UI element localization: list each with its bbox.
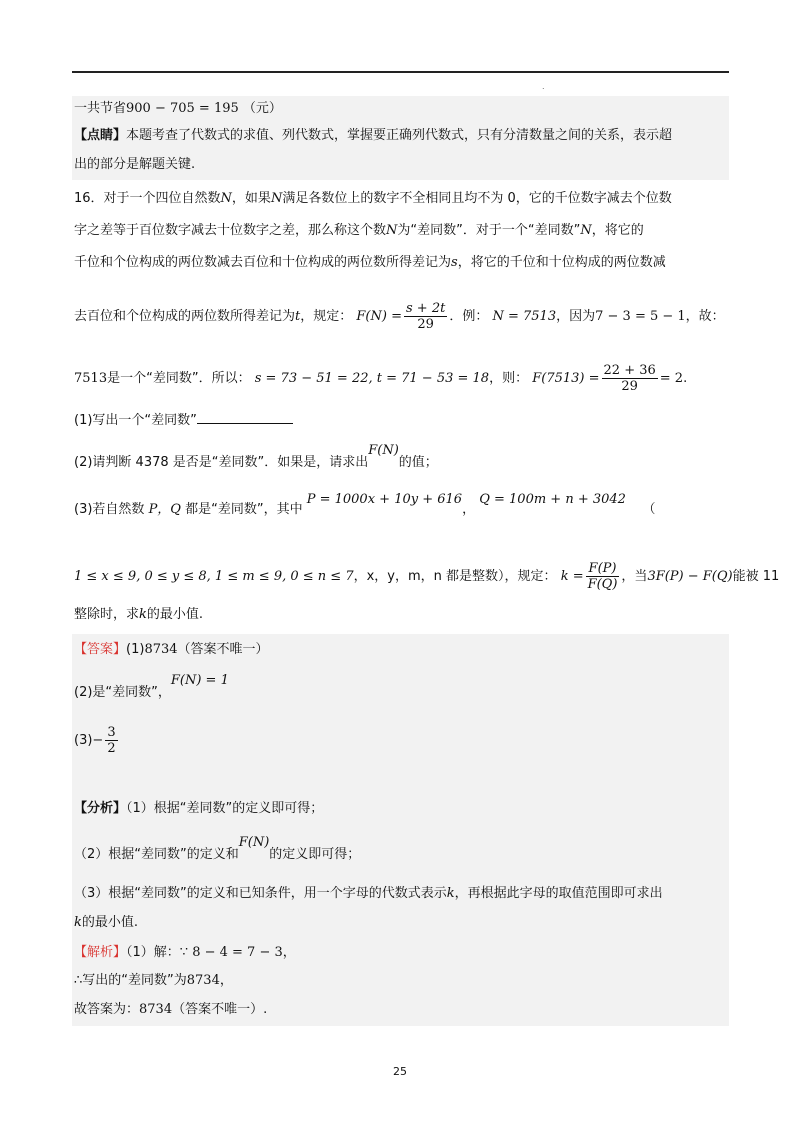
analysis-4: k的最小值.	[74, 915, 139, 930]
answer-2: (2)是“差同数”，F(N) = 1	[74, 673, 229, 700]
problem-line-5: 7513是一个“差同数”．所以： s = 73 − 51 = 22, t = 71 − 53 = 18，则： F(7513) = $\frac{22 + 36}{29}$ = 2.	[74, 363, 688, 394]
solution-tag: 【解析】	[74, 945, 127, 960]
analysis-tag: 【分析】	[74, 801, 127, 816]
solution-2: ∴写出的“差同数”为8734，	[74, 973, 233, 988]
question-3-line-1: (3)若自然数 P，Q 都是“差同数”，其中 P = 1000x + 10y + 616， Q = 100m + n + 3042 （	[74, 492, 656, 517]
page-number: 25	[393, 1065, 407, 1078]
k-fraction: $\frac{F(P)}{F(Q)}$	[587, 561, 618, 592]
header-rule	[72, 71, 729, 73]
savings-line: 一共节省900 − 705 = 195 （元）	[74, 101, 282, 116]
comment-line-2: 出的部分是解题关键.	[74, 157, 196, 172]
header-dot: .	[542, 82, 545, 91]
comment-tag: 【点睛】	[74, 128, 127, 143]
problem-line-1: 16．对于一个四位自然数N，如果N满足各数位上的数字不全相同且均不为 0，它的千位数字减去个位数	[74, 191, 672, 206]
answer-blank	[197, 411, 293, 424]
problem-line-2: 字之差等于百位数字减去十位数字之差，那么称这个数N为“差同数”．对于一个“差同数”N，将它的	[74, 223, 644, 238]
analysis-3: （3）根据“差同数”的定义和已知条件，用一个字母的代数式表示k，再根据此字母的取值范围即可求出	[74, 886, 663, 901]
question-3-line-3: 整除时，求k的最小值.	[74, 607, 204, 622]
solution-3: 故答案为：8734（答案不唯一）.	[74, 1002, 268, 1017]
analysis-2: （2）根据“差同数”的定义和F(N)的定义即可得；	[74, 835, 361, 862]
answer-1: 【答案】(1)8734（答案不唯一）	[74, 642, 269, 657]
analysis-1: 【分析】（1）根据“差同数”的定义即可得；	[74, 801, 324, 816]
answer-3-fraction: $\frac{3}{2}$	[107, 725, 116, 756]
example-fraction: $\frac{22 + 36}{29}$	[603, 363, 656, 394]
question-1: (1)写出一个“差同数”	[74, 411, 293, 430]
problem-line-3: 千位和个位构成的两位数减去百位和十位构成的两位数所得差记为s，将它的千位和十位构成的两位数减	[74, 255, 666, 270]
question-2: (2)请判断 4378 是否是“差同数”．如果是，请求出F(N)的值；	[74, 443, 438, 470]
comment-line-1: 【点睛】本题考查了代数式的求值、列代数式，掌握要正确列代数式，只有分清数量之间的关系，表示超	[74, 128, 673, 143]
answer-tag: 【答案】	[74, 642, 127, 657]
problem-line-4: 去百位和个位构成的两位数所得差记为t，规定： F(N) = $\frac{s + 2t}{29}$ ．例： N = 7513，因为7 − 3 = 5 − 1，故：	[74, 301, 725, 332]
answer-3: (3)− $\frac{3}{2}$	[74, 725, 116, 756]
question-3-line-2: 1 ≤ x ≤ 9, 0 ≤ y ≤ 8, 1 ≤ m ≤ 9, 0 ≤ n ≤ 7，x，y，m，n 都是整数），规定： k = $\frac{F(P)}{F(Q)}$ ，当3F(P) − F(Q)能被 11	[74, 561, 780, 592]
solution-1: 【解析】（1）解：∵ 8 − 4 = 7 − 3，	[74, 945, 296, 960]
F-definition-fraction: $\frac{s + 2t}{29}$	[405, 301, 446, 332]
